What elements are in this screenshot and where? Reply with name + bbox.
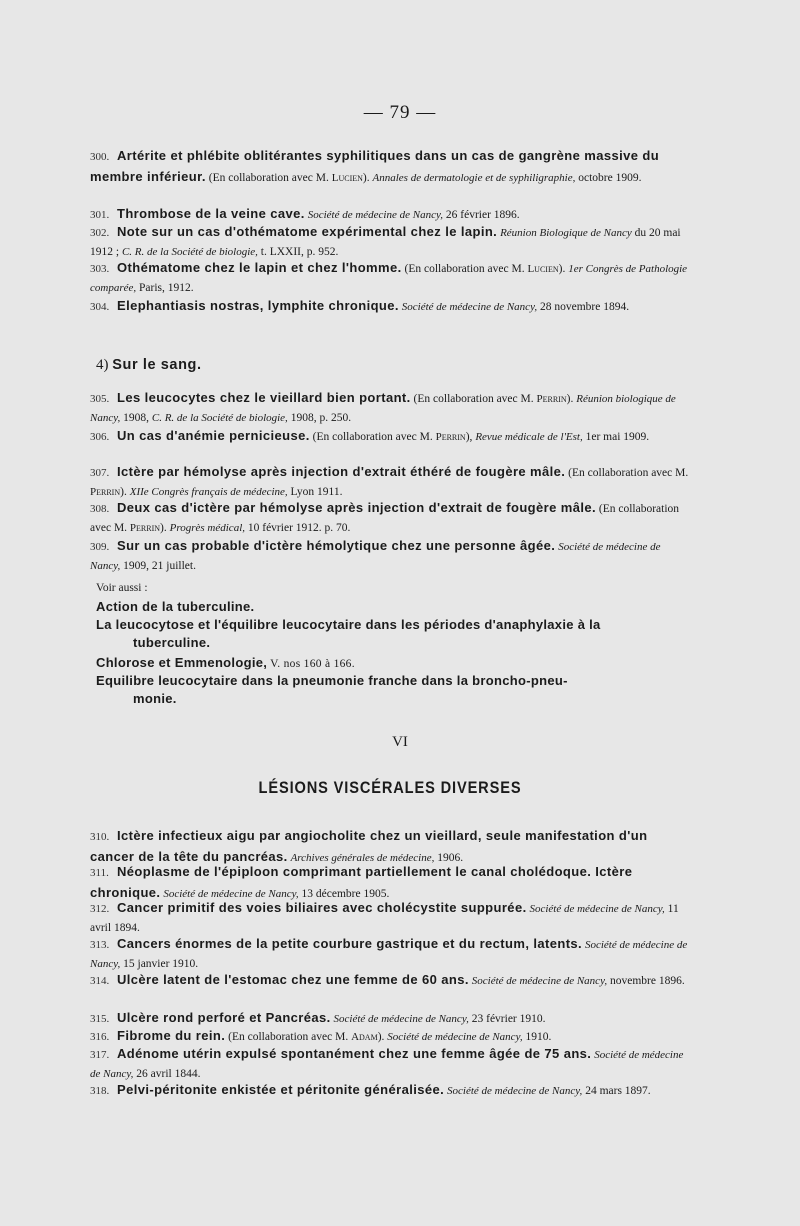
see-also-item-cont: monie.	[133, 691, 177, 706]
bibliography-entry: 307. Ictère par hémolyse après injection d'extrait éthéré de fougère mâle. (En collaboration avec M. Perrin). XIIe Congrès français de médecine, Lyon 1911.	[90, 464, 689, 498]
chapter-number: VI	[392, 734, 408, 750]
entry-number: 301.	[90, 209, 110, 221]
bibliography-entry: 305. Les leucocytes chez le vieillard bien portant. (En collaboration avec M. Perrin). Réunion biologique de Nancy, 1908, C. R. de la Société de biologie, 1908, p. 250.	[90, 390, 676, 424]
entry-number: 318.	[90, 1085, 110, 1097]
bibliography-entry: 310. Ictère infectieux aigu par angiocholite chez un vieillard, seule manifestation d'un cancer de la tête du pancréas. Archives générales de médecine, 1906.	[90, 828, 648, 864]
entry-title: Othématome chez le lapin et chez l'homme.	[117, 260, 402, 275]
bibliography-entry: 304. Elephantiasis nostras, lymphite chronique. Société de médecine de Nancy, 28 novembre 1894.	[90, 296, 690, 317]
chapter-title: LÉSIONS VISCÉRALES DIVERSES	[258, 778, 522, 797]
entry-title: Deux cas d'ictère par hémolyse après injection d'extrait de fougère mâle.	[117, 500, 596, 515]
entry-title: Ulcère rond perforé et Pancréas.	[117, 1010, 331, 1025]
entry-title: Néoplasme de l'épiploon comprimant partiellement le canal cholédoque. Ictère chronique.	[90, 864, 633, 900]
entry-number: 303.	[90, 263, 110, 275]
entry-title: Fibrome du rein.	[117, 1028, 226, 1043]
entry-number: 306.	[90, 431, 110, 443]
entry-number: 316.	[90, 1031, 110, 1043]
entry-title: Ictère par hémolyse après injection d'extrait éthéré de fougère mâle.	[117, 464, 566, 479]
bibliography-entry: 318. Pelvi-péritonite enkistée et péritonite généralisée. Société de médecine de Nancy, 24 mars 1897.	[90, 1080, 690, 1101]
section-heading: 4) Sur le sang.	[96, 357, 202, 373]
entry-title: Artérite et phlébite oblitérantes syphilitiques dans un cas de gangrène massive du membre inférieur.	[90, 148, 660, 184]
see-also-item: Chlorose et Emmenologie, V. nos 160 à 166.	[96, 655, 355, 670]
see-also-item: Action de la tuberculine.	[96, 599, 255, 614]
bibliography-entry: 300. Artérite et phlébite oblitérantes syphilitiques dans un cas de gangrène massive du membre inférieur. (En collaboration avec M. Lucien). Annales de dermatologie et de syphiligraphie, octobre 1909.	[90, 148, 660, 184]
entry-number: 307.	[90, 467, 110, 479]
entry-number: 308.	[90, 503, 110, 515]
see-also-item-cont: tuberculine.	[133, 635, 211, 650]
entry-number: 314.	[90, 975, 110, 987]
entry-number: 317.	[90, 1049, 110, 1061]
bibliography-entry: 311. Néoplasme de l'épiploon comprimant partiellement le canal cholédoque. Ictère chronique. Société de médecine de Nancy, 13 décembre 1905.	[90, 864, 633, 900]
entry-title: Ictère infectieux aigu par angiocholite chez un vieillard, seule manifestation d'un cancer de la tête du pancréas.	[90, 828, 648, 864]
entry-title: Note sur un cas d'othématome expérimental chez le lapin.	[117, 224, 498, 239]
entry-title: Pelvi-péritonite enkistée et péritonite généralisée.	[117, 1082, 445, 1097]
entry-number: 302.	[90, 227, 110, 239]
entry-title: Elephantiasis nostras, lymphite chronique.	[117, 298, 399, 313]
entry-title: Cancer primitif des voies biliaires avec cholécystite suppurée.	[117, 900, 527, 915]
page-number: — 79 —	[363, 102, 437, 123]
entry-number: 315.	[90, 1013, 110, 1025]
entry-number: 311.	[90, 867, 109, 879]
entry-title: Thrombose de la veine cave.	[117, 206, 305, 221]
bibliography-entry: 315. Ulcère rond perforé et Pancréas. Société de médecine de Nancy, 23 février 1910.	[90, 1008, 690, 1029]
bibliography-entry: 316. Fibrome du rein. (En collaboration avec M. Adam). Société de médecine de Nancy, 1910.	[90, 1026, 690, 1047]
entry-number: 310.	[90, 831, 110, 843]
see-also-label: Voir aussi :	[96, 582, 148, 594]
entry-number: 304.	[90, 301, 110, 313]
entry-number: 309.	[90, 541, 110, 553]
bibliography-entry: 301. Thrombose de la veine cave. Société de médecine de Nancy, 26 février 1896.	[90, 204, 690, 225]
bibliography-entry: 309. Sur un cas probable d'ictère hémolytique chez une personne âgée. Société de médecine de Nancy, 1909, 21 juillet.	[90, 538, 661, 572]
entry-number: 305.	[90, 393, 110, 405]
entry-title: Ulcère latent de l'estomac chez une femme de 60 ans.	[117, 972, 469, 987]
bibliography-entry: 317. Adénome utérin expulsé spontanément chez une femme âgée de 75 ans. Société de médecine de Nancy, 26 avril 1844.	[90, 1046, 684, 1080]
entry-number: 312.	[90, 903, 110, 915]
bibliography-entry: 313. Cancers énormes de la petite courbure gastrique et du rectum, latents. Société de médecine de Nancy, 15 janvier 1910.	[90, 936, 688, 970]
entry-title: Cancers énormes de la petite courbure gastrique et du rectum, latents.	[117, 936, 583, 951]
bibliography-entry: 302. Note sur un cas d'othématome expérimental chez le lapin. Réunion Biologique de Nancy du 20 mai 1912 ; C. R. de la Société de biologie, t. LXXII, p. 952.	[90, 224, 681, 258]
entry-title: Les leucocytes chez le vieillard bien portant.	[117, 390, 411, 405]
bibliography-entry: 308. Deux cas d'ictère par hémolyse après injection d'extrait de fougère mâle. (En collaboration avec M. Perrin). Progrès médical, 10 février 1912. p. 70.	[90, 500, 680, 534]
see-also-item: La leucocytose et l'équilibre leucocytaire dans les périodes d'anaphylaxie à la	[96, 617, 601, 632]
entry-title: Adénome utérin expulsé spontanément chez une femme âgée de 75 ans.	[117, 1046, 592, 1061]
entry-number: 313.	[90, 939, 110, 951]
see-also-item: Equilibre leucocytaire dans la pneumonie franche dans la broncho-pneu-	[96, 673, 568, 688]
entry-title: Un cas d'anémie pernicieuse.	[117, 428, 310, 443]
bibliography-entry: 312. Cancer primitif des voies biliaires avec cholécystite suppurée. Société de médecine de Nancy, 11 avril 1894.	[90, 900, 679, 934]
entry-title: Sur un cas probable d'ictère hémolytique chez une personne âgée.	[117, 538, 556, 553]
entry-number: 300.	[90, 151, 110, 163]
bibliography-entry: 314. Ulcère latent de l'estomac chez une femme de 60 ans. Société de médecine de Nancy, novembre 1896.	[90, 970, 690, 991]
bibliography-entry: 303. Othématome chez le lapin et chez l'homme. (En collaboration avec M. Lucien). 1er Congrès de Pathologie comparée, Paris, 1912.	[90, 260, 688, 294]
bibliography-entry: 306. Un cas d'anémie pernicieuse. (En collaboration avec M. Perrin), Revue médicale de l'Est, 1er mai 1909.	[90, 426, 690, 447]
